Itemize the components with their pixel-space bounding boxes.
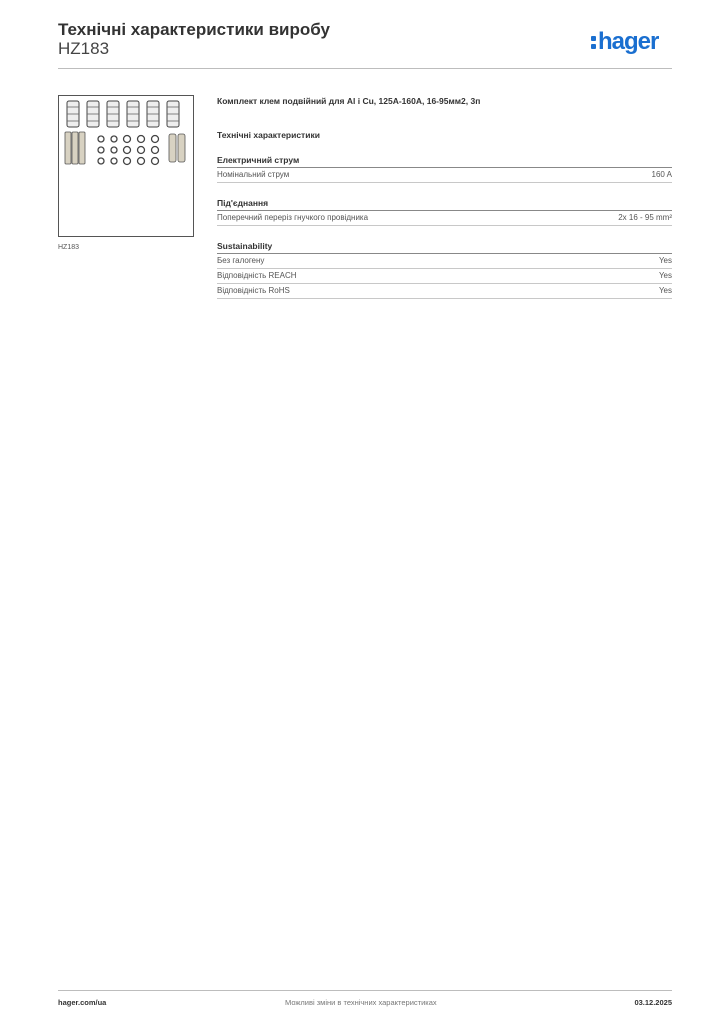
spec-group-electric	[217, 155, 672, 183]
product-image	[58, 95, 194, 237]
spec-value: 2x 16 - 95 mm²	[618, 213, 672, 222]
spec-panel	[217, 96, 672, 299]
spec-label: Відповідність REACH	[217, 271, 297, 280]
footer-website[interactable]: hager.com/ua	[58, 998, 107, 1007]
header-divider	[58, 68, 672, 69]
spec-label: Номінальний струм	[217, 170, 290, 179]
image-caption: HZ183	[58, 244, 80, 251]
group-title: Під'єднання	[217, 198, 672, 211]
hager-logo	[591, 28, 658, 56]
spec-value: Yes	[658, 286, 672, 295]
spec-row	[217, 211, 672, 226]
spec-label: Відповідність RoHS	[217, 286, 290, 295]
footer-divider	[58, 990, 672, 991]
spec-label: Поперечний переріз гнучкого провідника	[217, 213, 369, 222]
logo-wordmark: hager	[598, 28, 659, 55]
spec-row	[217, 168, 672, 183]
spec-group-sustainability	[217, 241, 672, 299]
spec-row	[217, 254, 672, 269]
spec-value: Yes	[658, 271, 672, 280]
footer-notice: Можливі зміни в технічних характеристиках	[285, 998, 437, 1007]
page-title: Технічні характеристики виробу	[58, 20, 330, 39]
product-description: Комплект клем подвійний для Al і Cu, 125А-160А, 16-95мм2, 3п	[217, 96, 481, 106]
spec-value: 160 A	[651, 170, 672, 179]
spec-row	[217, 269, 672, 284]
spec-label: Без галогену	[217, 256, 265, 265]
group-title: Sustainability	[217, 241, 672, 254]
terminal-kit-illustration	[59, 96, 193, 236]
footer-date: 03.12.2025	[634, 998, 672, 1007]
section-title: Технічні характеристики	[217, 130, 320, 140]
spec-group-connection	[217, 198, 672, 226]
spec-row	[217, 284, 672, 299]
group-title: Електричний струм	[217, 155, 672, 168]
logo-dots-icon	[591, 36, 596, 49]
spec-value: Yes	[658, 256, 672, 265]
product-code: HZ183	[58, 39, 110, 58]
